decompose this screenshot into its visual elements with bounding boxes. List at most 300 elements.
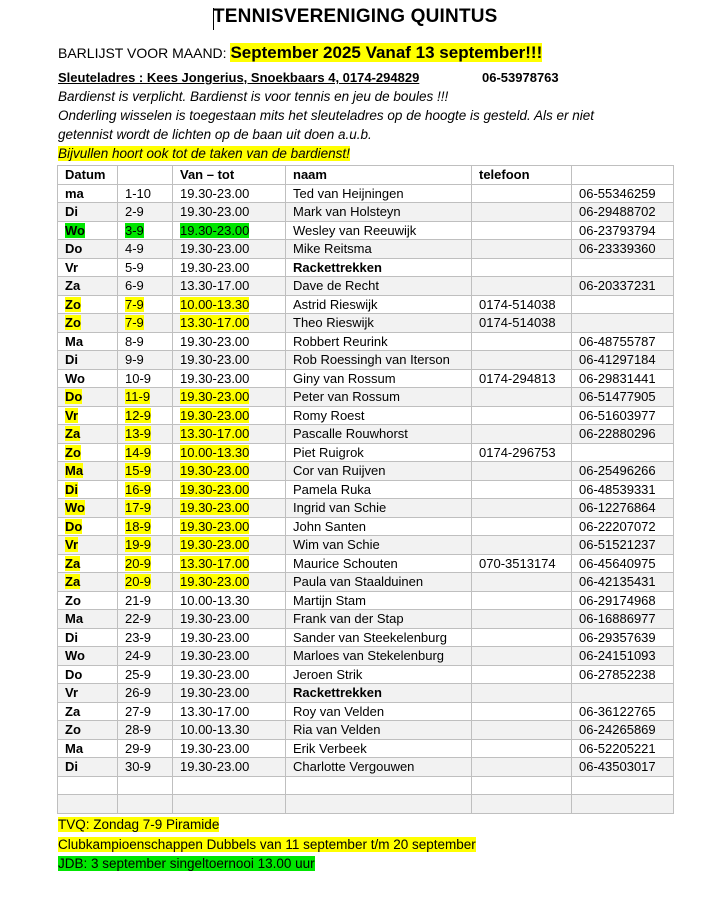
name-text: Roy van Velden — [293, 703, 385, 719]
table-row — [58, 610, 674, 629]
name-text: Marloes van Stekelenburg — [293, 648, 445, 664]
phone-cell — [472, 462, 572, 481]
date-text: 17-9 — [125, 500, 152, 516]
name-text: Frank van der Stap — [293, 611, 404, 627]
phone-cell — [472, 499, 572, 518]
day-cell — [58, 203, 118, 222]
date-text: 23-9 — [125, 629, 152, 645]
day-text: Di — [65, 204, 78, 220]
table-row — [58, 628, 674, 647]
time-text: 19.30-23.00 — [180, 241, 250, 257]
date-text: 3-9 — [125, 222, 144, 238]
name-cell — [286, 406, 472, 425]
day-cell — [58, 702, 118, 721]
day-text: Ma — [65, 463, 84, 479]
table-row — [58, 221, 674, 240]
day-text: Wo — [65, 648, 85, 664]
date-text: 30-9 — [125, 759, 152, 775]
phone-cell — [472, 277, 572, 296]
time-cell — [173, 684, 286, 703]
name-text: Pamela Ruka — [293, 481, 372, 497]
table-row — [58, 554, 674, 573]
date-cell — [118, 480, 173, 499]
name-cell — [286, 684, 472, 703]
day-text: Za — [65, 278, 81, 294]
date-text: 26-9 — [125, 685, 152, 701]
table-row — [58, 277, 674, 296]
time-cell — [173, 203, 286, 222]
table-row — [58, 517, 674, 536]
phone-cell — [472, 665, 572, 684]
date-text: 7-9 — [125, 296, 144, 312]
time-cell — [173, 184, 286, 203]
day-cell — [58, 462, 118, 481]
table-row — [58, 351, 674, 370]
time-cell — [173, 425, 286, 444]
name-cell — [286, 462, 472, 481]
empty-cell — [118, 795, 173, 814]
mobile-cell — [572, 628, 674, 647]
day-cell — [58, 591, 118, 610]
name-cell — [286, 647, 472, 666]
mobile-text: 06-25496266 — [579, 463, 656, 479]
name-cell — [286, 480, 472, 499]
date-cell — [118, 388, 173, 407]
table-row — [58, 184, 674, 203]
day-cell — [58, 573, 118, 592]
phone-text: 0174-296753 — [479, 444, 556, 460]
day-text: Zo — [65, 592, 81, 608]
name-text: Romy Roest — [293, 407, 365, 423]
date-text: 18-9 — [125, 518, 152, 534]
mobile-text: 06-12276864 — [579, 500, 656, 516]
day-cell — [58, 221, 118, 240]
name-text: Astrid Rieswijk — [293, 296, 378, 312]
mobile-cell — [572, 388, 674, 407]
time-cell — [173, 221, 286, 240]
empty-cell — [472, 795, 572, 814]
time-text: 19.30-23.00 — [180, 629, 250, 645]
month-prefix: BARLIJST VOOR MAAND: — [58, 45, 231, 61]
empty-cell — [173, 795, 286, 814]
day-cell — [58, 295, 118, 314]
day-cell — [58, 314, 118, 333]
time-text: 19.30-23.00 — [180, 407, 250, 423]
date-cell — [118, 721, 173, 740]
intro-line-2: Onderling wisselen is toegestaan mits het sleuteladres op de hoogte is gesteld. Als er niet — [58, 108, 595, 123]
time-text: 13.30-17.00 — [180, 315, 250, 331]
day-text: Za — [65, 555, 81, 571]
phone-cell — [472, 628, 572, 647]
table-row — [58, 702, 674, 721]
name-text: Dave de Recht — [293, 278, 379, 294]
intro-line-3: getennist wordt de lichten op de baan uit doen a.u.b. — [58, 127, 372, 142]
date-cell — [118, 184, 173, 203]
date-cell — [118, 203, 173, 222]
header-naam: naam — [286, 166, 472, 185]
phone-cell — [472, 554, 572, 573]
header-date — [118, 166, 173, 185]
mobile-cell — [572, 314, 674, 333]
table-row — [58, 332, 674, 351]
date-text: 12-9 — [125, 407, 152, 423]
table-row — [58, 406, 674, 425]
time-cell — [173, 351, 286, 370]
time-text: 19.30-23.00 — [180, 685, 250, 701]
day-cell — [58, 258, 118, 277]
day-text: Ma — [65, 740, 84, 756]
table-row — [58, 240, 674, 259]
table-row — [58, 314, 674, 333]
date-text: 19-9 — [125, 537, 152, 553]
time-cell — [173, 517, 286, 536]
date-text: 29-9 — [125, 740, 152, 756]
name-cell — [286, 610, 472, 629]
time-cell — [173, 258, 286, 277]
date-text: 15-9 — [125, 463, 152, 479]
name-cell — [286, 554, 472, 573]
mobile-text: 06-29174968 — [579, 592, 656, 608]
table-row — [58, 647, 674, 666]
table-row — [58, 721, 674, 740]
table-row — [58, 369, 674, 388]
mobile-cell — [572, 258, 674, 277]
mobile-cell — [572, 240, 674, 259]
name-cell — [286, 591, 472, 610]
date-cell — [118, 277, 173, 296]
time-text: 10.00-13.30 — [180, 592, 250, 608]
date-cell — [118, 758, 173, 777]
day-text: Ma — [65, 611, 84, 627]
name-text: Rackettrekken — [293, 259, 382, 275]
table-body — [58, 184, 674, 813]
phone-text: 0174-514038 — [479, 315, 556, 331]
date-text: 22-9 — [125, 611, 152, 627]
name-cell — [286, 739, 472, 758]
date-text: 8-9 — [125, 333, 144, 349]
mobile-text: 06-52205221 — [579, 740, 656, 756]
date-cell — [118, 517, 173, 536]
name-text: Jeroen Strik — [293, 666, 363, 682]
phone-cell — [472, 351, 572, 370]
name-cell — [286, 203, 472, 222]
table-header-row — [58, 166, 674, 185]
time-cell — [173, 739, 286, 758]
day-text: Vr — [65, 407, 79, 423]
phone-cell — [472, 610, 572, 629]
month-highlight: September 2025 Vanaf 13 september!!! — [230, 43, 543, 62]
day-text: Di — [65, 629, 78, 645]
name-text: Pascalle Rouwhorst — [293, 426, 408, 442]
date-cell — [118, 739, 173, 758]
time-text: 19.30-23.00 — [180, 204, 250, 220]
day-text: Wo — [65, 370, 85, 386]
day-cell — [58, 647, 118, 666]
date-cell — [118, 499, 173, 518]
name-text: Sander van Steekelenburg — [293, 629, 447, 645]
name-cell — [286, 388, 472, 407]
name-text: Martijn Stam — [293, 592, 366, 608]
mobile-cell — [572, 480, 674, 499]
date-cell — [118, 536, 173, 555]
empty-cell — [58, 776, 118, 795]
date-text: 11-9 — [125, 389, 151, 405]
table-row — [58, 591, 674, 610]
name-cell — [286, 332, 472, 351]
name-cell — [286, 295, 472, 314]
mobile-text: 06-22207072 — [579, 518, 656, 534]
day-text: Zo — [65, 722, 81, 738]
time-text: 19.30-23.00 — [180, 574, 250, 590]
phone-cell — [472, 702, 572, 721]
table-row — [58, 536, 674, 555]
name-cell — [286, 369, 472, 388]
date-cell — [118, 258, 173, 277]
date-text: 7-9 — [125, 315, 144, 331]
header-datum: Datum — [58, 166, 118, 185]
day-text: Do — [65, 666, 83, 682]
name-text: Wesley van Reeuwijk — [293, 222, 417, 238]
mobile-cell — [572, 203, 674, 222]
mobile-cell — [572, 591, 674, 610]
mobile-cell — [572, 184, 674, 203]
phone-cell — [472, 240, 572, 259]
phone-cell — [472, 425, 572, 444]
mobile-text: 06-48755787 — [579, 333, 656, 349]
mobile-cell — [572, 425, 674, 444]
name-cell — [286, 351, 472, 370]
time-text: 19.30-23.00 — [180, 518, 250, 534]
time-cell — [173, 277, 286, 296]
mobile-cell — [572, 536, 674, 555]
name-cell — [286, 665, 472, 684]
page-title: TENNISVERENIGING QUINTUS — [213, 6, 498, 27]
date-text: 16-9 — [125, 481, 152, 497]
date-cell — [118, 702, 173, 721]
date-text: 27-9 — [125, 703, 152, 719]
time-text: 19.30-23.00 — [180, 537, 250, 553]
month-line — [58, 43, 542, 63]
table-row — [58, 739, 674, 758]
time-text: 19.30-23.00 — [180, 648, 250, 664]
phone-cell — [472, 203, 572, 222]
mobile-text: 06-20337231 — [579, 278, 656, 294]
key-address-line — [58, 70, 559, 85]
name-cell — [286, 499, 472, 518]
key-address: Sleuteladres : Kees Jongerius, Snoekbaars 4, 0174-294829 — [58, 70, 420, 85]
day-text: Zo — [65, 315, 81, 331]
day-text: Zo — [65, 444, 81, 460]
day-text: Zo — [65, 296, 81, 312]
mobile-cell — [572, 295, 674, 314]
date-cell — [118, 647, 173, 666]
phone-cell — [472, 388, 572, 407]
phone-cell — [472, 684, 572, 703]
empty-cell — [286, 776, 472, 795]
empty-cell — [286, 795, 472, 814]
mobile-text: 06-16886977 — [579, 611, 656, 627]
time-cell — [173, 480, 286, 499]
time-text: 19.30-23.00 — [180, 481, 250, 497]
mobile-cell — [572, 462, 674, 481]
mobile-text: 06-43503017 — [579, 759, 656, 775]
name-cell — [286, 240, 472, 259]
date-text: 10-9 — [125, 370, 152, 386]
mobile-cell — [572, 554, 674, 573]
mobile-text: 06-24151093 — [579, 648, 656, 664]
name-text: John Santen — [293, 518, 367, 534]
date-text: 9-9 — [125, 352, 144, 368]
date-cell — [118, 351, 173, 370]
date-cell — [118, 221, 173, 240]
day-cell — [58, 536, 118, 555]
name-cell — [286, 758, 472, 777]
time-cell — [173, 295, 286, 314]
time-text: 19.30-23.00 — [180, 759, 250, 775]
name-cell — [286, 258, 472, 277]
table-row — [58, 462, 674, 481]
time-cell — [173, 721, 286, 740]
name-cell — [286, 314, 472, 333]
phone-cell — [472, 647, 572, 666]
name-cell — [286, 443, 472, 462]
day-cell — [58, 406, 118, 425]
name-cell — [286, 536, 472, 555]
name-text: Rob Roessingh van Iterson — [293, 352, 450, 368]
mobile-cell — [572, 647, 674, 666]
day-text: Za — [65, 703, 81, 719]
name-cell — [286, 221, 472, 240]
day-text: Wo — [65, 500, 85, 516]
date-cell — [118, 443, 173, 462]
name-cell — [286, 277, 472, 296]
time-cell — [173, 665, 286, 684]
day-cell — [58, 628, 118, 647]
time-cell — [173, 647, 286, 666]
footer-line-1: TVQ: Zondag 7-9 Piramide — [58, 817, 220, 832]
phone-text: 070-3513174 — [479, 555, 556, 571]
table-row — [58, 295, 674, 314]
time-text: 19.30-23.00 — [180, 666, 250, 682]
name-text: Ted van Heijningen — [293, 185, 404, 201]
mobile-text: 06-23339360 — [579, 241, 656, 257]
name-cell — [286, 573, 472, 592]
time-cell — [173, 554, 286, 573]
phone-cell — [472, 332, 572, 351]
day-text: Ma — [65, 333, 84, 349]
day-cell — [58, 721, 118, 740]
empty-table-row — [58, 776, 674, 795]
time-text: 19.30-23.00 — [180, 740, 250, 756]
time-cell — [173, 758, 286, 777]
phone-cell — [472, 480, 572, 499]
day-cell — [58, 443, 118, 462]
date-text: 13-9 — [125, 426, 152, 442]
intro-line-4: Bijvullen hoort ook tot de taken van de bardienst! — [58, 146, 350, 161]
time-text: 10.00-13.30 — [180, 444, 250, 460]
date-cell — [118, 295, 173, 314]
day-text: Di — [65, 481, 78, 497]
mobile-cell — [572, 517, 674, 536]
day-cell — [58, 388, 118, 407]
date-text: 1-10 — [125, 185, 152, 201]
phone-cell — [472, 258, 572, 277]
date-cell — [118, 610, 173, 629]
table-row — [58, 480, 674, 499]
date-text: 5-9 — [125, 259, 144, 275]
time-text: 13.30-17.00 — [180, 703, 250, 719]
phone-cell — [472, 758, 572, 777]
mobile-cell — [572, 758, 674, 777]
date-cell — [118, 425, 173, 444]
day-cell — [58, 665, 118, 684]
time-cell — [173, 610, 286, 629]
table-row — [58, 388, 674, 407]
time-text: 19.30-23.00 — [180, 333, 250, 349]
time-text: 19.30-23.00 — [180, 352, 250, 368]
day-text: Do — [65, 389, 83, 405]
phone-cell — [472, 184, 572, 203]
name-cell — [286, 184, 472, 203]
mobile-cell — [572, 369, 674, 388]
day-cell — [58, 351, 118, 370]
time-cell — [173, 591, 286, 610]
day-cell — [58, 332, 118, 351]
date-cell — [118, 462, 173, 481]
phone-cell — [472, 517, 572, 536]
date-text: 20-9 — [125, 555, 152, 571]
mobile-cell — [572, 351, 674, 370]
name-text: Mike Reitsma — [293, 241, 372, 257]
day-cell — [58, 610, 118, 629]
mobile-text: 06-51477905 — [579, 389, 656, 405]
time-text: 19.30-23.00 — [180, 463, 250, 479]
day-cell — [58, 554, 118, 573]
day-cell — [58, 184, 118, 203]
day-text: Za — [65, 574, 81, 590]
mobile-cell — [572, 573, 674, 592]
day-cell — [58, 499, 118, 518]
day-text: ma — [65, 185, 84, 201]
time-text: 19.30-23.00 — [180, 500, 250, 516]
mobile-cell — [572, 702, 674, 721]
phone-cell — [472, 573, 572, 592]
name-cell — [286, 628, 472, 647]
time-cell — [173, 443, 286, 462]
date-text: 24-9 — [125, 648, 152, 664]
time-text: 19.30-23.00 — [180, 222, 250, 238]
mobile-text: 06-29357639 — [579, 629, 656, 645]
table-row — [58, 499, 674, 518]
name-text: Peter van Rossum — [293, 389, 400, 405]
time-text: 13.30-17.00 — [180, 555, 250, 571]
mobile-cell — [572, 610, 674, 629]
mobile-cell — [572, 221, 674, 240]
phone-text: 0174-514038 — [479, 296, 556, 312]
mobile-text: 06-29831441 — [579, 370, 656, 386]
mobile-cell — [572, 721, 674, 740]
empty-cell — [572, 776, 674, 795]
name-text: Maurice Schouten — [293, 555, 398, 571]
day-text: Di — [65, 352, 78, 368]
empty-cell — [58, 795, 118, 814]
intro-line-1: Bardienst is verplicht. Bardienst is voor tennis en jeu de boules !!! — [58, 89, 449, 104]
phone-cell — [472, 314, 572, 333]
date-text: 25-9 — [125, 666, 152, 682]
day-text: Vr — [65, 685, 79, 701]
day-cell — [58, 739, 118, 758]
mobile-cell — [572, 739, 674, 758]
